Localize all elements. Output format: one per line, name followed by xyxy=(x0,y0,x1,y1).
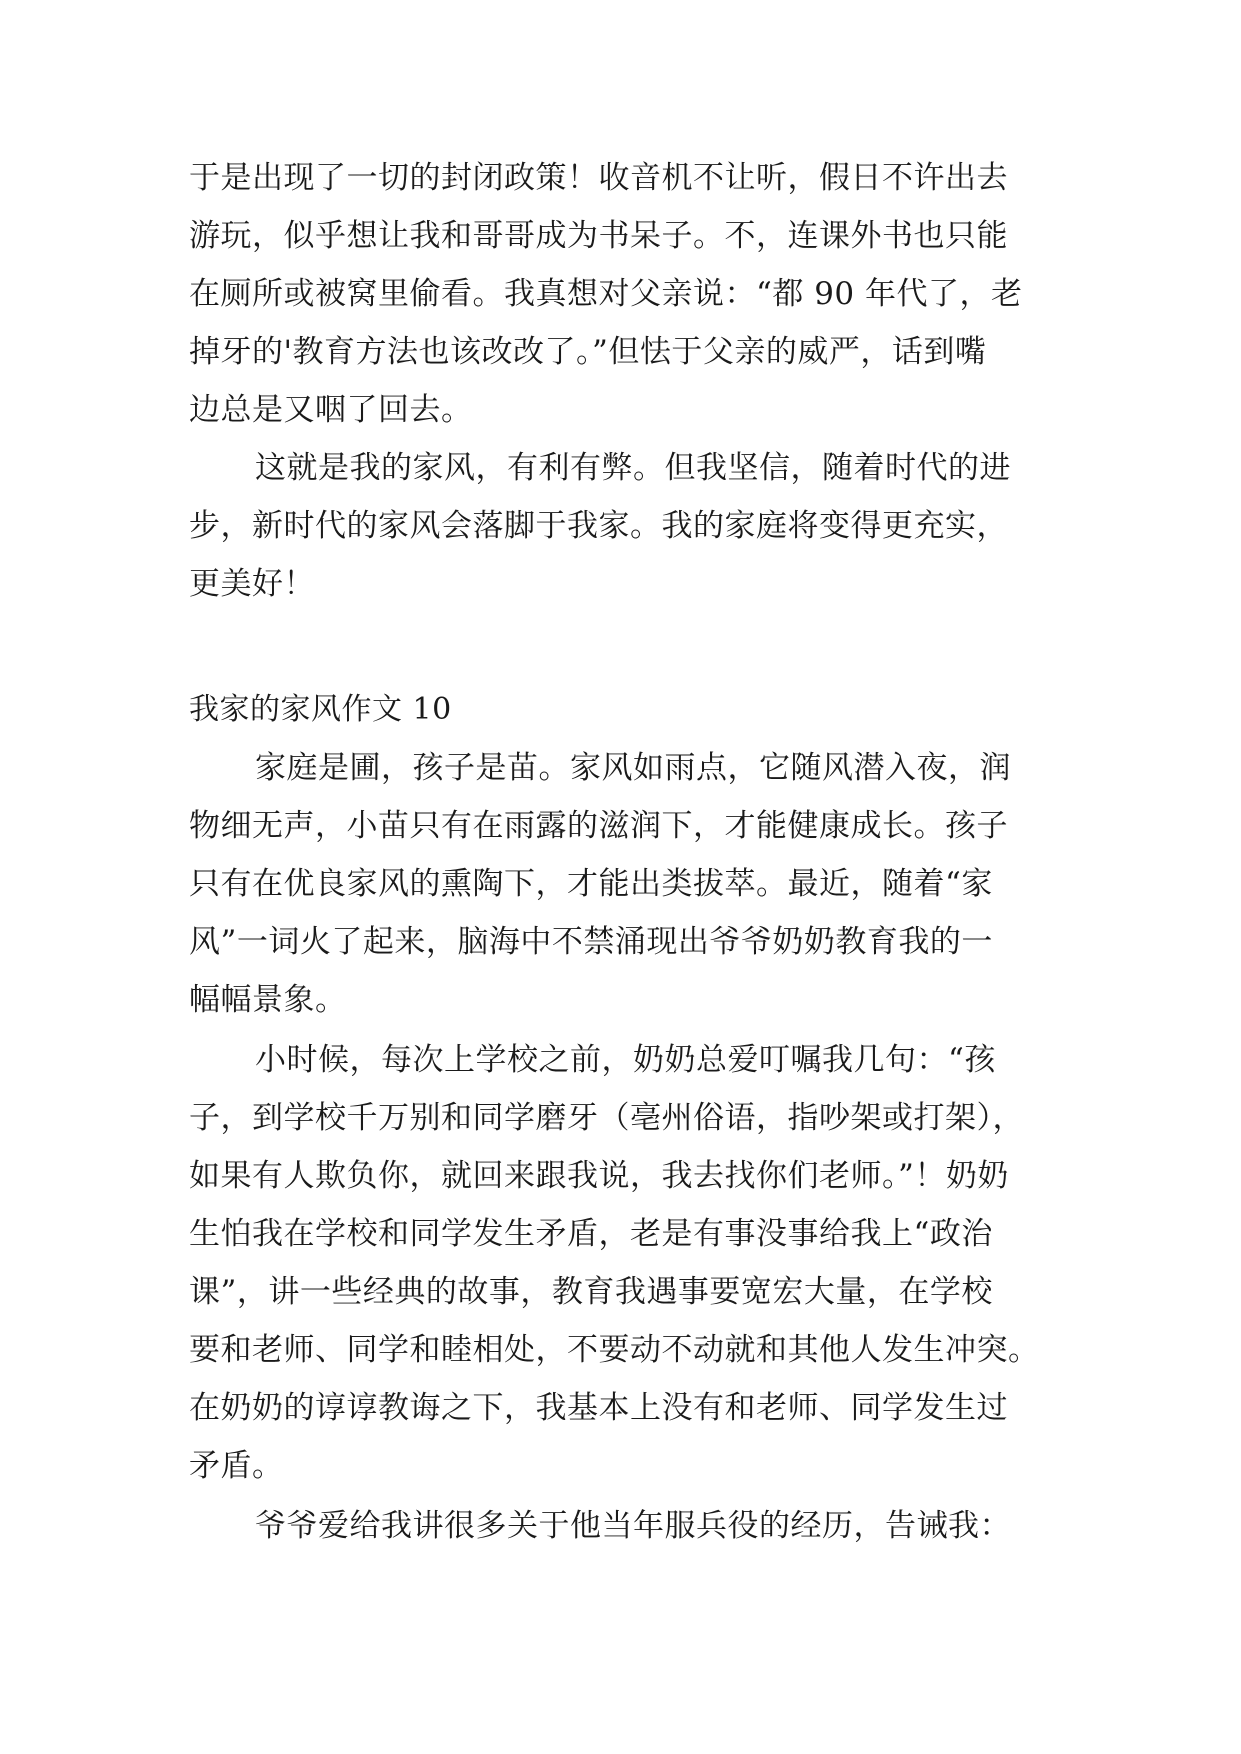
paragraph-4-line-6: 要和老师、同学和睦相处，不要动不动就和其他人发生冲突。 xyxy=(189,1332,1040,1368)
paragraph-2-line-1: 这就是我的家风，有利有弊。但我坚信，随着时代的进 xyxy=(255,450,1011,486)
paragraph-4-line-3: 如果有人欺负你，就回来跟我说，我去找你们老师。”！奶奶 xyxy=(189,1158,1009,1194)
paragraph-3-line-5: 幅幅景象。 xyxy=(189,982,347,1018)
paragraph-1-line-3: 在厕所或被窝里偷看。我真想对父亲说：“都 90 年代了，老 xyxy=(189,276,1023,312)
paragraph-3-line-3: 只有在优良家风的熏陶下，才能出类拔萃。最近，随着“家 xyxy=(189,866,993,902)
paragraph-3-line-1: 家庭是圃，孩子是苗。家风如雨点，它随风潜入夜，润 xyxy=(255,750,1011,786)
paragraph-4-line-5: 课”，讲一些经典的故事，教育我遇事要宽宏大量，在学校 xyxy=(189,1274,993,1310)
paragraph-2-line-3: 更美好！ xyxy=(189,566,315,602)
paragraph-4-line-8: 矛盾。 xyxy=(189,1448,284,1484)
paragraph-2-line-2: 步，新时代的家风会落脚于我家。我的家庭将变得更充实， xyxy=(189,508,1008,544)
paragraph-1-line-2: 游玩，似乎想让我和哥哥成为书呆子。不，连课外书也只能 xyxy=(189,218,1008,254)
paragraph-1-line-1: 于是出现了一切的封闭政策！收音机不让听，假日不许出去 xyxy=(189,160,1008,196)
paragraph-4-line-1: 小时候，每次上学校之前，奶奶总爱叮嘱我几句：“孩 xyxy=(255,1042,996,1078)
paragraph-4-line-2: 子，到学校千万别和同学磨牙（亳州俗语，指吵架或打架）， xyxy=(189,1100,1024,1136)
paragraph-5-line-1: 爷爷爱给我讲很多关于他当年服兵役的经历，告诫我： xyxy=(255,1508,1011,1544)
paragraph-4-line-7: 在奶奶的谆谆教诲之下，我基本上没有和老师、同学发生过 xyxy=(189,1390,1008,1426)
paragraph-1-line-4: 掉牙的'教育方法也该改改了。”但怯于父亲的威严，话到嘴 xyxy=(189,334,987,370)
paragraph-1-line-5: 边总是又咽了回去。 xyxy=(189,392,473,428)
paragraph-3-line-4: 风”一词火了起来，脑海中不禁涌现出爷爷奶奶教育我的一 xyxy=(189,924,993,960)
section-title: 我家的家风作文 10 xyxy=(189,692,452,727)
paragraph-4-line-4: 生怕我在学校和同学发生矛盾，老是有事没事给我上“政治 xyxy=(189,1216,993,1252)
paragraph-3-line-2: 物细无声，小苗只有在雨露的滋润下，才能健康成长。孩子 xyxy=(189,808,1008,844)
